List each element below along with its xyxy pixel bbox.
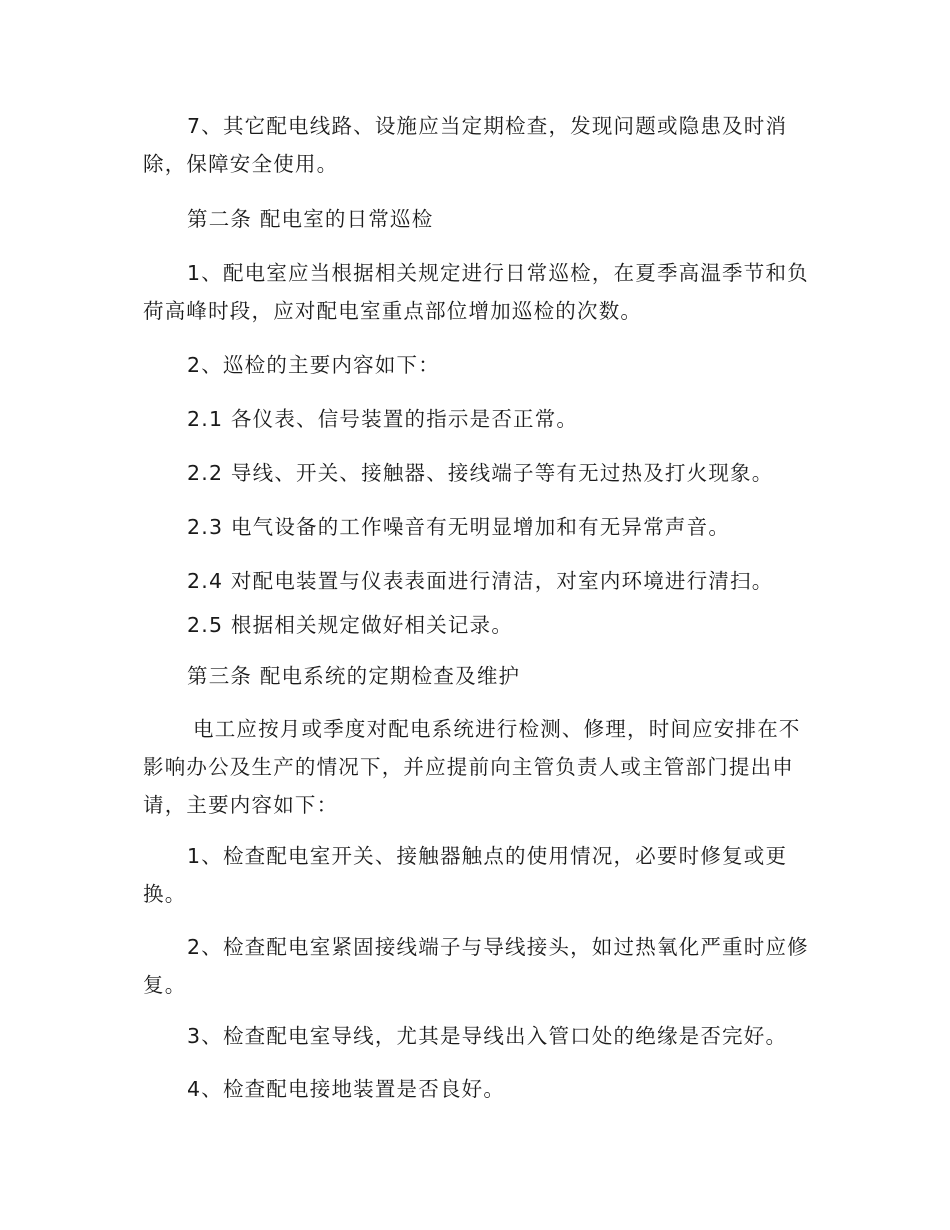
paragraph-maintenance-4: 4、检查配电接地装置是否良好。 [187,1077,506,1101]
paragraph-patrol-2-2: 2.2 导线、开关、接触器、接线端子等有无过热及打火现象。 [187,461,774,485]
paragraph-patrol-2-1: 2.1 各仪表、信号装置的指示是否正常。 [187,407,579,431]
section-heading-3: 第三条 配电系统的定期检查及维护 [187,664,521,688]
paragraph-maintenance-1: 1、检查配电室开关、接触器触点的使用情况，必要时修复或更换。 [143,844,788,906]
paragraph-maintenance-2: 2、检查配电室紧固接线端子与导线接头，如过热氧化严重时应修复。 [143,935,809,997]
paragraph-patrol-2: 2、巡检的主要内容如下： [187,353,440,377]
paragraph-item-7: 7、其它配电线路、设施应当定期检查，发现问题或隐患及时消除，保障安全使用。 [143,114,788,176]
paragraph-maintenance-intro: 电工应按月或季度对配电系统进行检测、修理，时间应安排在不影响办公及生产的情况下，并应提前向主管负责人或主管部门提出申请，主要内容如下： [143,717,801,817]
paragraph-patrol-1: 1、配电室应当根据相关规定进行日常巡检，在夏季高温季节和负荷高峰时段，应对配电室重点部位增加巡检的次数。 [143,261,809,323]
paragraph-patrol-2-4: 2.4 对配电装置与仪表表面进行清洁，对室内环境进行清扫。 [187,569,774,593]
paragraph-patrol-2-3: 2.3 电气设备的工作噪音有无明显增加和有无异常声音。 [187,515,731,539]
paragraph-patrol-2-5: 2.5 根据相关规定做好相关记录。 [187,613,514,637]
section-heading-2: 第二条 配电室的日常巡检 [187,207,434,231]
paragraph-maintenance-3: 3、检查配电室导线，尤其是导线出入管口处的绝缘是否完好。 [187,1024,788,1048]
